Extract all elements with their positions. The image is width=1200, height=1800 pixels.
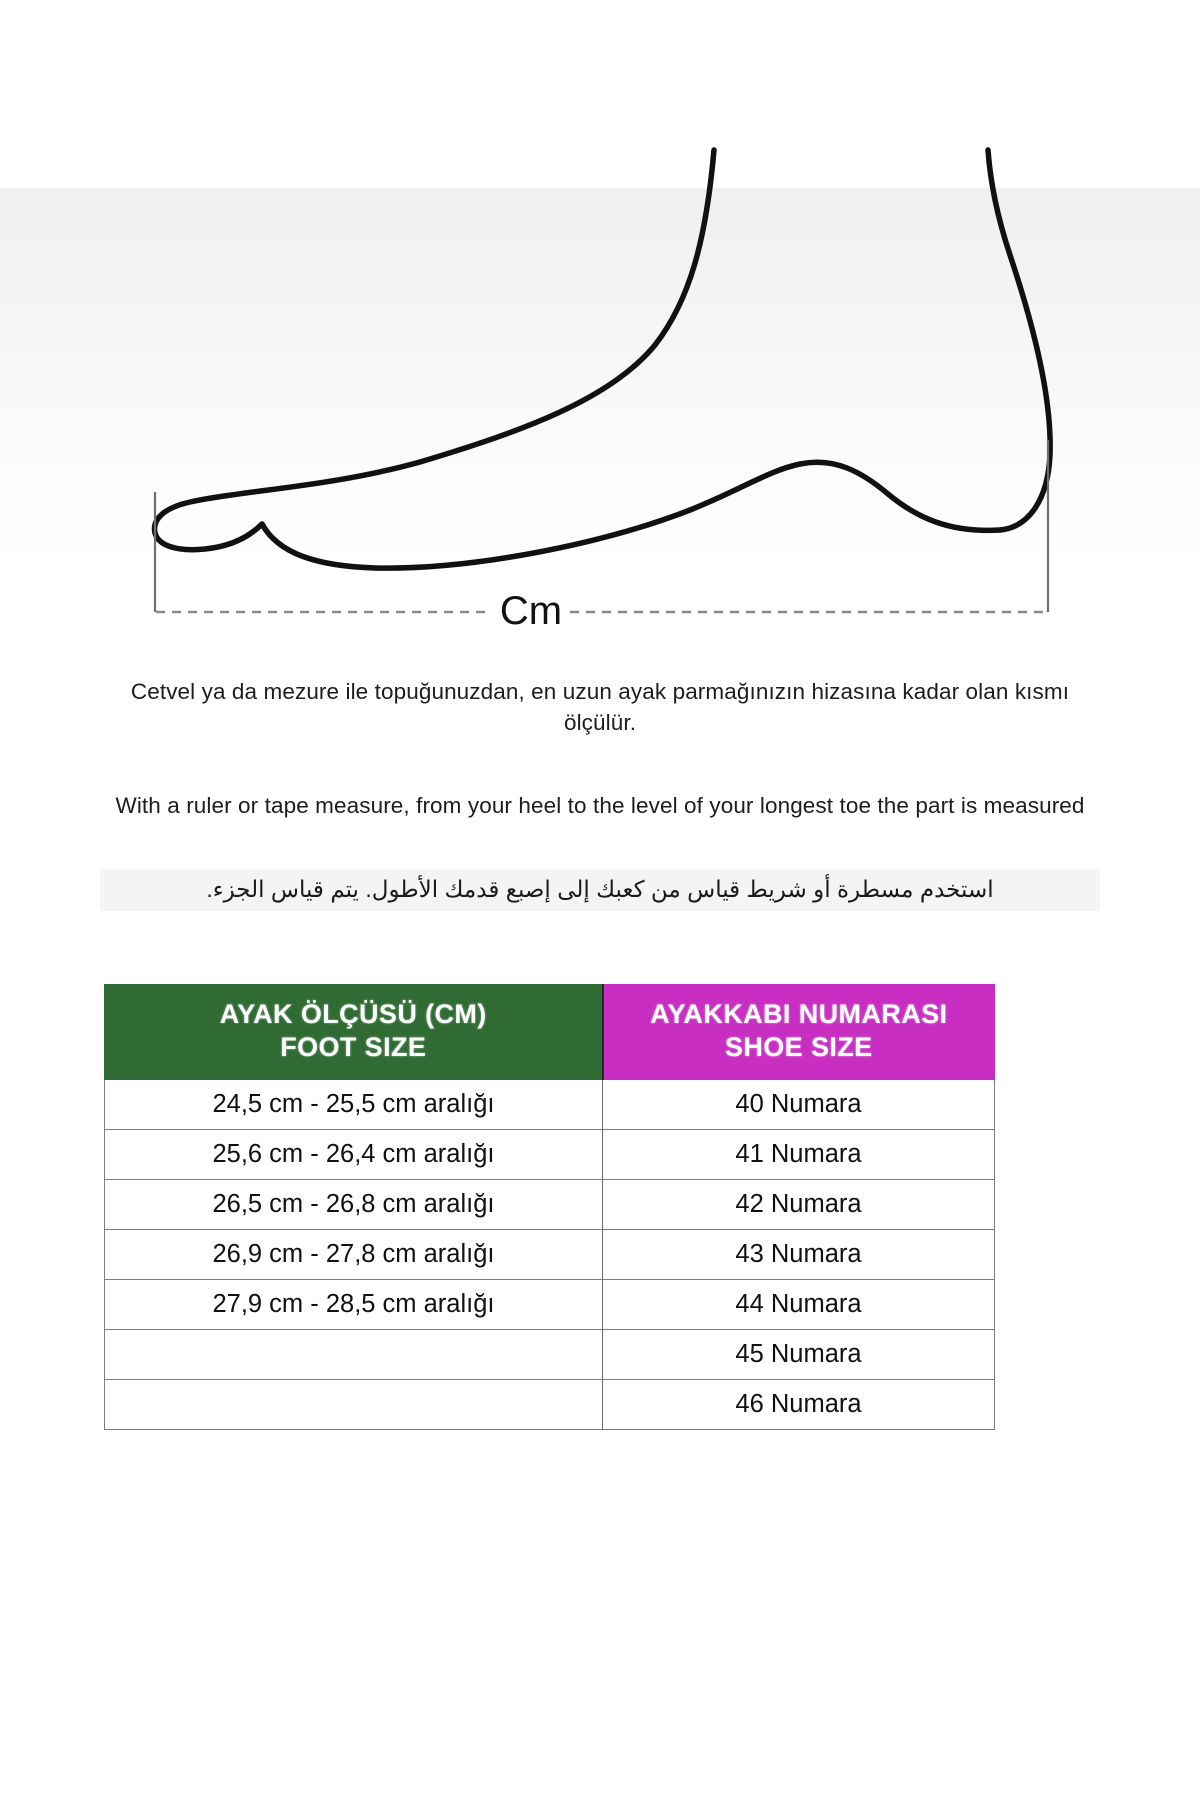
- cell-shoe-size: 43 Numara: [603, 1230, 995, 1280]
- table-row: [105, 1180, 995, 1230]
- table-row: [105, 1380, 995, 1430]
- cell-shoe-size: 45 Numara: [603, 1330, 995, 1380]
- cell-foot-size: [105, 1380, 603, 1430]
- cell-shoe-size: 41 Numara: [603, 1130, 995, 1180]
- size-conversion-table: [104, 984, 995, 1430]
- table-row: [105, 1330, 995, 1380]
- cm-unit-label: Cm: [499, 589, 563, 633]
- cell-foot-size: 24,5 cm - 25,5 cm aralığı: [105, 1080, 603, 1130]
- column-header-shoe-size-title: AYAKKABI NUMARASI: [650, 999, 948, 1029]
- cell-shoe-size: 42 Numara: [603, 1180, 995, 1230]
- cell-foot-size: 25,6 cm - 26,4 cm aralığı: [105, 1130, 603, 1180]
- column-header-shoe-size-subtitle: SHOE SIZE: [724, 1032, 873, 1062]
- cell-shoe-size: 44 Numara: [603, 1280, 995, 1330]
- size-table-head: [105, 985, 995, 1080]
- cell-shoe-size: 46 Numara: [603, 1380, 995, 1430]
- column-header-foot-size-title: AYAK ÖLÇÜSÜ (CM): [219, 999, 487, 1029]
- size-table-container: [104, 984, 994, 1430]
- cell-foot-size: 27,9 cm - 28,5 cm aralığı: [105, 1280, 603, 1330]
- instruction-text-english: With a ruler or tape measure, from your heel to the level of your longest toe the part is measured: [115, 793, 1085, 818]
- column-header-foot-size: [105, 985, 603, 1080]
- foot-measurement-illustration: [0, 0, 1200, 640]
- instruction-text-arabic: استخدم مسطرة أو شريط قياس من كعبك إلى إصبع قدمك الأطول. يتم قياس الجزء.: [100, 869, 1100, 911]
- instruction-text-turkish: Cetvel ya da mezure ile topuğunuzdan, en uzun ayak parmağınızın hizasına kadar olan kısmı ölçülür.: [130, 679, 1070, 735]
- table-row: [105, 1230, 995, 1280]
- column-header-shoe-size: [603, 985, 995, 1080]
- column-header-foot-size-subtitle: FOOT SIZE: [280, 1032, 427, 1062]
- cell-foot-size: [105, 1330, 603, 1380]
- cell-foot-size: 26,9 cm - 27,8 cm aralığı: [105, 1230, 603, 1280]
- cell-shoe-size: 40 Numara: [603, 1080, 995, 1130]
- table-row: [105, 1080, 995, 1130]
- size-table-body: [105, 1080, 995, 1430]
- table-row: [105, 1280, 995, 1330]
- instructions-block: [0, 676, 1200, 911]
- cell-foot-size: 26,5 cm - 26,8 cm aralığı: [105, 1180, 603, 1230]
- size-table-header-row: [105, 985, 995, 1080]
- table-row: [105, 1130, 995, 1180]
